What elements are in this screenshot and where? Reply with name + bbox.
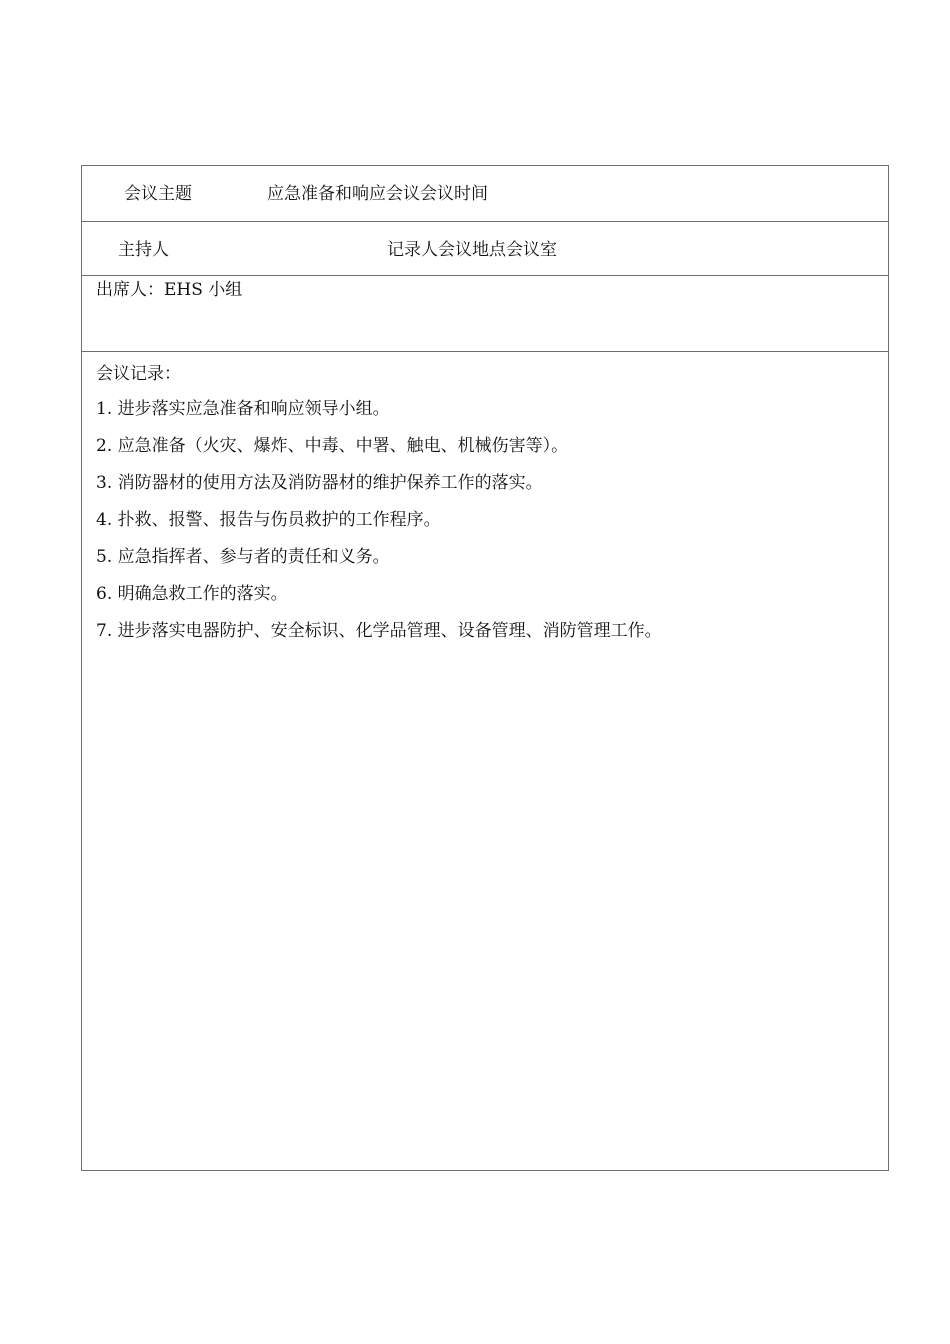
attendees-row	[82, 276, 888, 352]
minutes-item: 7. 进步落实电器防护、安全标识、化学品管理、设备管理、消防管理工作。	[96, 621, 662, 641]
minutes-list	[96, 399, 662, 658]
minutes-item: 4. 扑救、报警、报告与伤员救护的工作程序。	[96, 510, 441, 530]
minutes-item: 3. 消防器材的使用方法及消防器材的维护保养工作的落实。	[96, 473, 543, 493]
minutes-title: 会议记录：	[96, 364, 181, 384]
host-row	[82, 222, 888, 276]
topic-label: 会议主题	[124, 184, 192, 204]
attendees-text: 出席人：EHS 小组	[96, 280, 243, 300]
minutes-item: 6. 明确急救工作的落实。	[96, 584, 288, 604]
minutes-section	[82, 352, 888, 1170]
recorder-location-text: 记录人会议地点会议室	[387, 240, 557, 260]
minutes-item: 2. 应急准备（火灾、爆炸、中毒、中署、触电、机械伤害等）。	[96, 436, 569, 456]
topic-row	[82, 166, 888, 222]
meeting-record-form	[81, 165, 889, 1171]
minutes-item: 1. 进步落实应急准备和响应领导小组。	[96, 399, 390, 419]
minutes-item: 5. 应急指挥者、参与者的责任和义务。	[96, 547, 390, 567]
topic-value: 应急准备和响应会议会议时间	[267, 184, 488, 204]
host-label: 主持人	[118, 240, 169, 260]
